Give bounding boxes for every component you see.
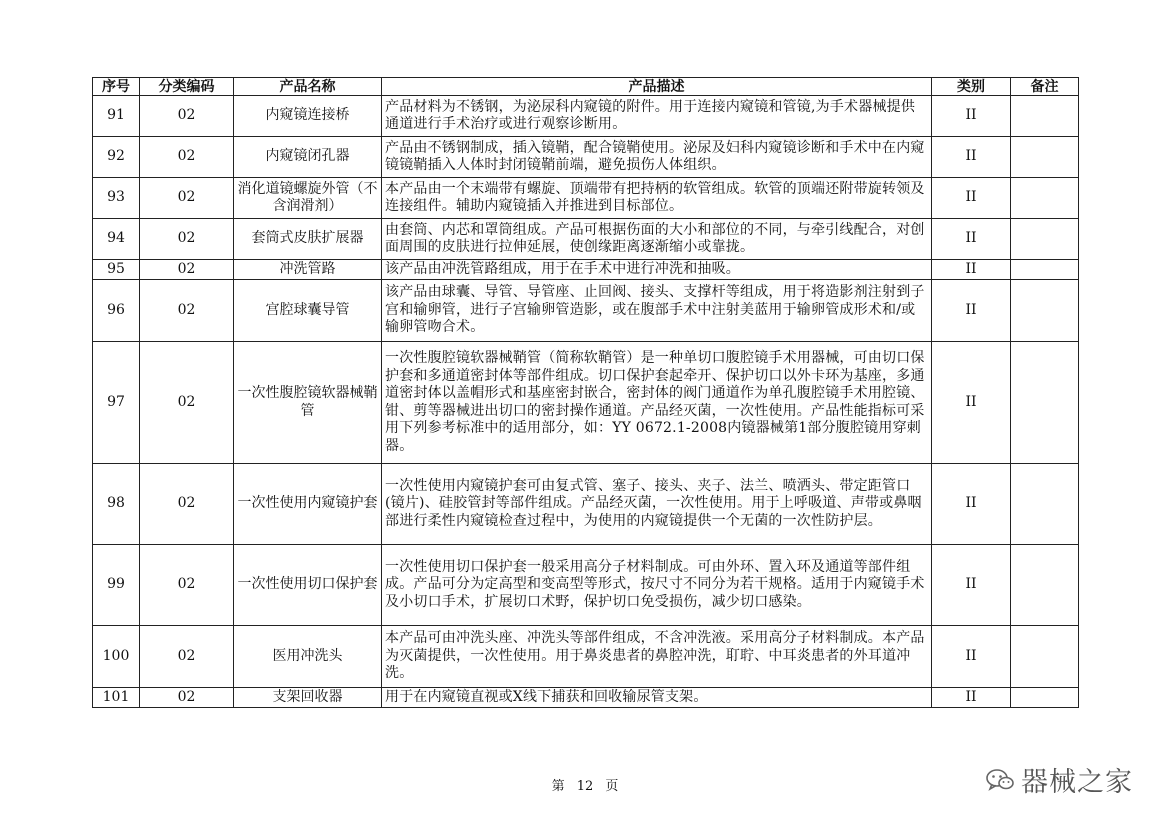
row-remarks bbox=[1011, 342, 1079, 464]
table-row bbox=[93, 545, 1079, 626]
row-name: 宫腔球囊导管 bbox=[234, 280, 382, 342]
table-row bbox=[93, 96, 1079, 137]
row-class: II bbox=[932, 280, 1011, 342]
row-code: 02 bbox=[140, 342, 234, 464]
row-name: 内窥镜连接桥 bbox=[234, 96, 382, 137]
row-name: 消化道镜螺旋外管（不含润滑剂） bbox=[234, 178, 382, 219]
table-row bbox=[93, 342, 1079, 464]
row-name: 内窥镜闭孔器 bbox=[234, 137, 382, 178]
row-code: 02 bbox=[140, 545, 234, 626]
row-name: 医用冲洗头 bbox=[234, 626, 382, 688]
row-class: II bbox=[932, 137, 1011, 178]
header-remarks: 备注 bbox=[1011, 78, 1079, 96]
table-row bbox=[93, 260, 1079, 280]
wechat-icon bbox=[985, 767, 1015, 793]
row-description: 用于在内窥镜直视或X线下捕获和回收输尿管支架。 bbox=[382, 688, 932, 708]
table-row bbox=[93, 688, 1079, 708]
row-remarks bbox=[1011, 219, 1079, 260]
table-row bbox=[93, 137, 1079, 178]
row-class: II bbox=[932, 96, 1011, 137]
row-class: II bbox=[932, 626, 1011, 688]
row-serial: 99 bbox=[93, 545, 140, 626]
watermark-text: 器械之家 bbox=[1021, 767, 1133, 798]
row-remarks bbox=[1011, 280, 1079, 342]
row-remarks bbox=[1011, 96, 1079, 137]
row-name: 一次性使用内窥镜护套 bbox=[234, 464, 382, 545]
row-serial: 100 bbox=[93, 626, 140, 688]
row-description: 本产品可由冲洗头座、冲洗头等部件组成，不含冲洗液。采用高分子材料制成。本产品为灭菌提供，一次性使用。用于鼻炎患者的鼻腔冲洗，耵聍、中耳炎患者的外耳道冲洗。 bbox=[382, 626, 932, 688]
row-remarks bbox=[1011, 464, 1079, 545]
row-code: 02 bbox=[140, 178, 234, 219]
row-code: 02 bbox=[140, 280, 234, 342]
row-remarks bbox=[1011, 688, 1079, 708]
watermark bbox=[985, 760, 1133, 799]
row-name: 支架回收器 bbox=[234, 688, 382, 708]
header-category-code: 分类编码 bbox=[140, 78, 234, 96]
row-code: 02 bbox=[140, 137, 234, 178]
header-product-description: 产品描述 bbox=[382, 78, 932, 96]
page-number: 12 bbox=[576, 779, 594, 794]
table-row bbox=[93, 178, 1079, 219]
row-description: 本产品由一个末端带有螺旋、顶端带有把持柄的软管组成。软管的顶端还附带旋转领及连接组件。辅助内窥镜插入并推进到目标部位。 bbox=[382, 178, 932, 219]
row-code: 02 bbox=[140, 96, 234, 137]
row-code: 02 bbox=[140, 219, 234, 260]
row-serial: 93 bbox=[93, 178, 140, 219]
row-code: 02 bbox=[140, 626, 234, 688]
row-class: II bbox=[932, 260, 1011, 280]
row-description: 由套筒、内芯和罩筒组成。产品可根据伤面的大小和部位的不同，与牵引线配合，对创面周围的皮肤进行拉伸延展，使创缘距离逐渐缩小或靠拢。 bbox=[382, 219, 932, 260]
row-name: 冲洗管路 bbox=[234, 260, 382, 280]
row-class: II bbox=[932, 178, 1011, 219]
row-serial: 98 bbox=[93, 464, 140, 545]
row-class: II bbox=[932, 342, 1011, 464]
row-description: 一次性使用切口保护套一般采用高分子材料制成。可由外环、置入环及通道等部件组成。产品可分为定高型和变高型等形式，按尺寸不同分为若干规格。适用于内窥镜手术及小切口手术，扩展切口术野，保护切口免受损伤，减少切口感染。 bbox=[382, 545, 932, 626]
row-remarks bbox=[1011, 178, 1079, 219]
row-class: II bbox=[932, 545, 1011, 626]
row-name: 套筒式皮肤扩展器 bbox=[234, 219, 382, 260]
row-description: 一次性使用内窥镜护套可由复式管、塞子、接头、夹子、法兰、喷洒头、带定距管口(镜片)、硅胶管封等部件组成。产品经灭菌，一次性使用。用于上呼吸道、声带或鼻咽部进行柔性内窥镜检查过程中，为使用的内窥镜提供一个无菌的一次性防护层。 bbox=[382, 464, 932, 545]
row-description: 一次性腹腔镜软器械鞘管（简称软鞘管）是一种单切口腹腔镜手术用器械，可由切口保护套和多通道密封体等部件组成。切口保护套起牵开、保护切口以外卡环为基座，多通道密封体以盖帽形式和基座密封嵌合，密封体的阀门通道作为单孔腹腔镜手术用腔镜、钳、剪等器械进出切口的密封操作通道。产品经灭菌，一次性使用。产品性能指标可采用下列参考标准中的适用部分，如：YY 0672.1-2008内镜器械第1部分腹腔镜用穿刺器。 bbox=[382, 342, 932, 464]
row-code: 02 bbox=[140, 260, 234, 280]
row-serial: 101 bbox=[93, 688, 140, 708]
row-code: 02 bbox=[140, 464, 234, 545]
row-description: 该产品由冲洗管路组成，用于在手术中进行冲洗和抽吸。 bbox=[382, 260, 932, 280]
row-serial: 95 bbox=[93, 260, 140, 280]
row-serial: 91 bbox=[93, 96, 140, 137]
table-row bbox=[93, 464, 1079, 545]
table-row bbox=[93, 626, 1079, 688]
table-row bbox=[93, 219, 1079, 260]
row-description: 产品材料为不锈钢，为泌尿科内窥镜的附件。用于连接内窥镜和管镜,为手术器械提供通道进行手术治疗或进行观察诊断用。 bbox=[382, 96, 932, 137]
row-code: 02 bbox=[140, 688, 234, 708]
row-serial: 96 bbox=[93, 280, 140, 342]
row-serial: 97 bbox=[93, 342, 140, 464]
row-description: 该产品由球囊、导管、导管座、止回阀、接头、支撑杆等组成，用于将造影剂注射到子宫和输卵管，进行子宫输卵管造影，或在腹部手术中注射美蓝用于输卵管成形术和/或输卵管吻合术。 bbox=[382, 280, 932, 342]
row-remarks bbox=[1011, 137, 1079, 178]
header-product-name: 产品名称 bbox=[234, 78, 382, 96]
table-header-row bbox=[93, 78, 1079, 96]
row-class: II bbox=[932, 464, 1011, 545]
row-remarks bbox=[1011, 626, 1079, 688]
row-remarks bbox=[1011, 545, 1079, 626]
row-name: 一次性使用切口保护套 bbox=[234, 545, 382, 626]
page-prefix: 第 bbox=[551, 779, 565, 794]
row-name: 一次性腹腔镜软器械鞘管 bbox=[234, 342, 382, 464]
page-suffix: 页 bbox=[605, 779, 619, 794]
product-catalog-table bbox=[92, 77, 1079, 708]
row-serial: 92 bbox=[93, 137, 140, 178]
header-serial: 序号 bbox=[93, 78, 140, 96]
row-class: II bbox=[932, 688, 1011, 708]
row-description: 产品由不锈钢制成，插入镜鞘，配合镜鞘使用。泌尿及妇科内窥镜诊断和手术中在内窥镜镜鞘插入人体时封闭镜鞘前端，避免损伤人体组织。 bbox=[382, 137, 932, 178]
row-serial: 94 bbox=[93, 219, 140, 260]
row-remarks bbox=[1011, 260, 1079, 280]
page-footer bbox=[520, 775, 650, 794]
header-class: 类别 bbox=[932, 78, 1011, 96]
row-class: II bbox=[932, 219, 1011, 260]
table-row bbox=[93, 280, 1079, 342]
